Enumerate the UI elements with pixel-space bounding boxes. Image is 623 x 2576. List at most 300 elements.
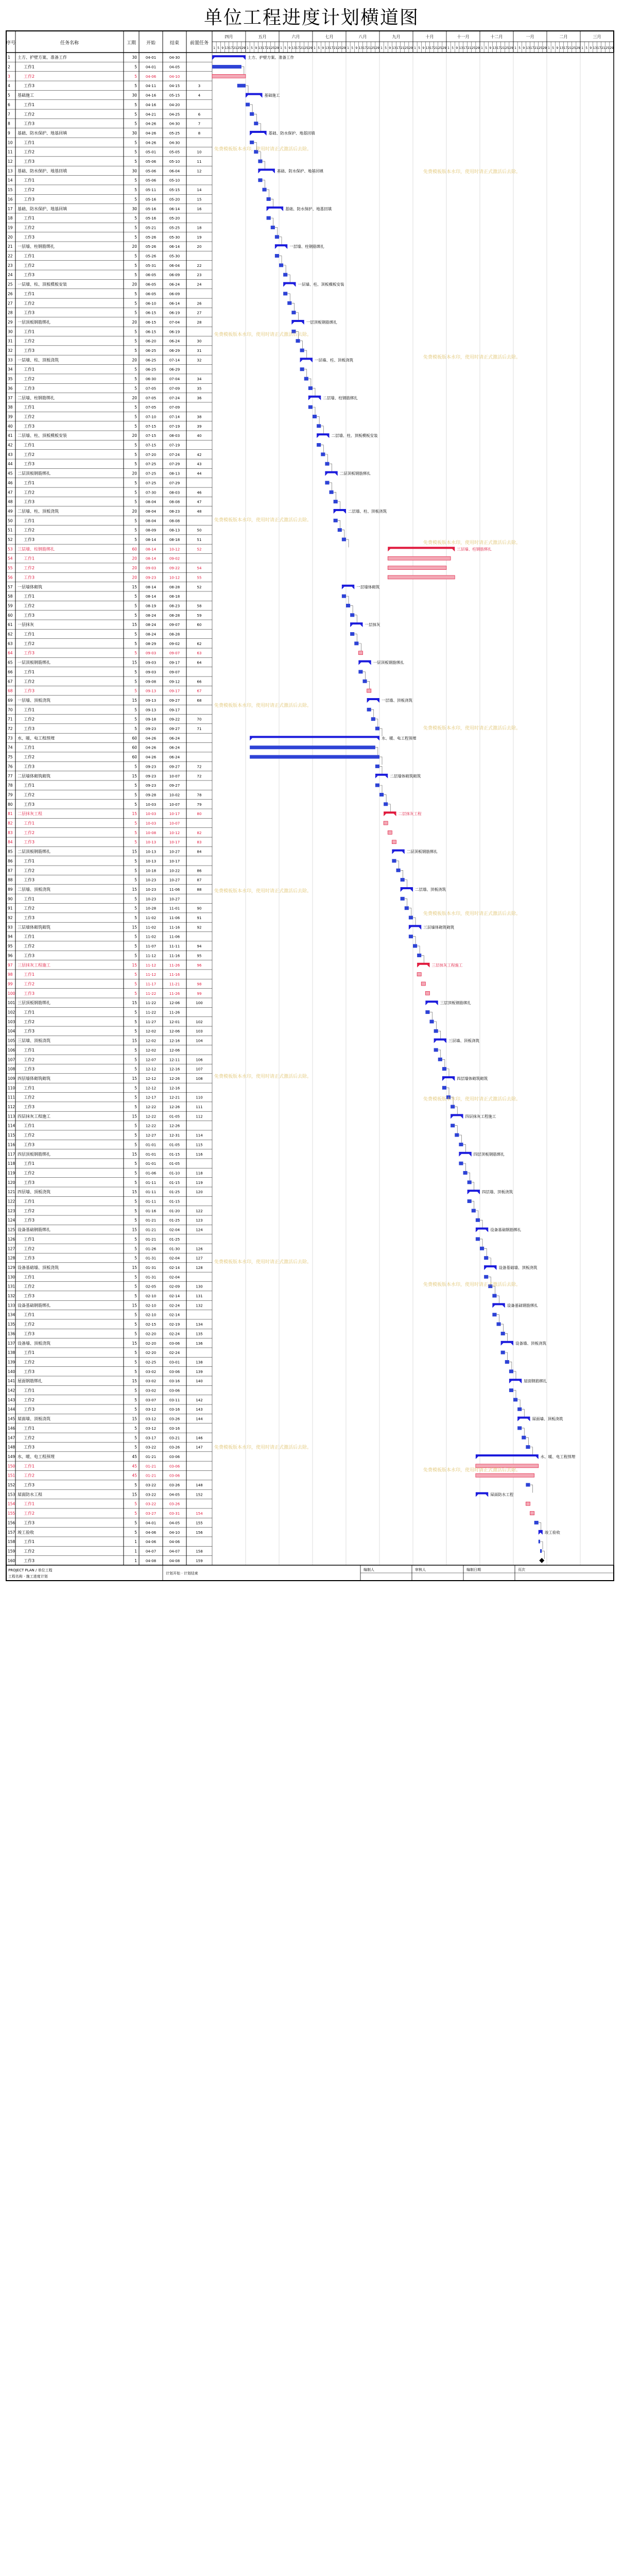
dependency-link — [263, 180, 265, 188]
summary-cap-right — [385, 776, 388, 778]
task-start: 09-23 — [145, 784, 157, 788]
task-pred: 88 — [197, 887, 202, 892]
task-id: 98 — [8, 972, 13, 977]
task-id: 92 — [8, 916, 13, 921]
task-name: 土方、护壁方案、准备工作 — [18, 55, 67, 60]
task-start: 07-20 — [145, 452, 157, 457]
task-duration: 30 — [132, 168, 137, 174]
bar-label: 二层墙、柱、顶板模板安装 — [331, 433, 378, 438]
task-finish: 05-10 — [169, 160, 180, 164]
month-label: 二月 — [559, 35, 568, 39]
task-duration: 15 — [132, 811, 137, 817]
task-duration: 5 — [134, 726, 137, 732]
bar-label: 一层墙体砌筑 — [356, 584, 380, 589]
task-id: 13 — [8, 168, 13, 174]
task-finish: 04-05 — [169, 1493, 180, 1497]
task-start: 07-05 — [145, 386, 157, 391]
dependency-link — [330, 483, 332, 490]
dependency-link — [283, 265, 286, 273]
task-start: 05-11 — [145, 188, 157, 193]
dependency-link — [421, 955, 424, 963]
month-label: 八月 — [358, 35, 367, 39]
task-pred: 11 — [197, 160, 202, 164]
critical-task-bar — [367, 689, 371, 692]
dependency-link — [271, 218, 273, 226]
header-start: 开始 — [146, 41, 156, 46]
task-pred: 46 — [197, 490, 202, 495]
task-pred: 114 — [196, 1133, 203, 1138]
summary-cap-right — [243, 57, 246, 60]
unit-label: 29 — [275, 46, 279, 50]
task-bar — [342, 595, 346, 598]
task-finish: 12-26 — [169, 1124, 180, 1128]
task-start: 07-15 — [145, 424, 157, 429]
task-pred: 79 — [197, 802, 202, 807]
task-start: 04-26 — [145, 141, 157, 145]
unit-label: 5 — [251, 46, 253, 50]
task-duration: 45 — [132, 1473, 137, 1478]
critical-task-bar — [212, 74, 246, 78]
task-bar — [279, 263, 283, 267]
task-start: 04-26 — [145, 122, 157, 126]
task-id: 15 — [8, 188, 13, 193]
task-bar — [367, 708, 371, 711]
task-id: 47 — [8, 490, 13, 495]
task-start: 11-07 — [145, 944, 157, 949]
task-finish: 06-04 — [169, 263, 180, 268]
task-start: 11-12 — [145, 963, 157, 968]
task-start: 09-23 — [145, 765, 157, 769]
task-bar — [451, 1124, 455, 1127]
task-id: 107 — [8, 1057, 15, 1062]
task-start: 01-16 — [145, 1209, 157, 1213]
summary-bar — [476, 1454, 539, 1456]
task-name: 工作2 — [24, 679, 35, 684]
task-name: 工作2 — [24, 641, 35, 646]
task-duration: 5 — [134, 1284, 137, 1289]
dependency-link — [438, 1031, 441, 1039]
task-finish: 10-17 — [169, 812, 180, 817]
task-bar — [463, 1171, 468, 1175]
summary-bar — [325, 471, 337, 473]
dependency-link — [513, 1391, 516, 1398]
bar-label: 一层顶板钢筋绑扎 — [306, 319, 337, 325]
task-pred: 104 — [196, 1039, 203, 1043]
task-start: 06-05 — [145, 282, 157, 287]
task-bar — [254, 122, 258, 125]
unit-label: 9 — [355, 46, 358, 50]
task-id: 58 — [8, 594, 13, 599]
task-duration: 5 — [134, 1530, 137, 1535]
task-id: 61 — [8, 622, 13, 628]
task-duration: 5 — [134, 802, 137, 807]
task-finish: 02-14 — [169, 1265, 180, 1270]
task-start: 12-07 — [145, 1058, 157, 1062]
task-start: 08-14 — [145, 538, 157, 543]
task-id: 87 — [8, 868, 13, 873]
task-name: 工作2 — [24, 1360, 35, 1365]
task-finish: 03-21 — [169, 1436, 180, 1440]
summary-bar — [484, 1265, 496, 1267]
task-bar — [405, 906, 409, 910]
task-id: 22 — [8, 253, 13, 259]
task-id: 68 — [8, 688, 13, 693]
task-name: 工作2 — [24, 1284, 35, 1289]
task-name: 工作2 — [24, 830, 35, 835]
task-start: 10-03 — [145, 802, 157, 807]
task-name: 工作3 — [24, 499, 35, 504]
task-id: 46 — [8, 480, 13, 485]
summary-cap-right — [335, 473, 338, 476]
task-duration: 60 — [132, 755, 137, 760]
task-id: 67 — [8, 679, 13, 684]
task-start: 08-09 — [145, 528, 157, 533]
task-duration: 5 — [134, 140, 137, 145]
dependency-link — [379, 766, 382, 774]
task-start: 09-13 — [145, 708, 157, 713]
task-duration: 5 — [134, 1105, 137, 1110]
task-pred: 24 — [197, 282, 202, 287]
task-bar — [430, 1020, 434, 1023]
task-pred: 6 — [198, 112, 201, 117]
task-finish: 10-22 — [169, 869, 180, 873]
task-start: 04-06 — [145, 1540, 157, 1545]
task-finish: 04-20 — [169, 103, 180, 107]
bar-label: 一层墙、柱、顶板模板安装 — [298, 282, 344, 287]
task-pred: 55 — [197, 575, 202, 580]
task-duration: 5 — [134, 651, 137, 656]
task-name: 工作2 — [24, 301, 35, 306]
critical-task-bar — [388, 575, 455, 579]
task-finish: 01-05 — [169, 1114, 180, 1119]
task-id: 6 — [8, 102, 10, 107]
task-pred: 120 — [196, 1190, 203, 1195]
dependency-link — [304, 369, 307, 377]
task-id: 16 — [8, 197, 13, 202]
task-start: 02-15 — [145, 1323, 157, 1327]
summary-cap-left — [501, 1343, 504, 1346]
task-name: 四层墙体砌筑砌筑 — [18, 1076, 50, 1081]
task-name: 工作1 — [24, 1047, 35, 1053]
task-id: 142 — [8, 1388, 15, 1393]
task-id: 88 — [8, 877, 13, 883]
task-finish: 02-24 — [169, 1332, 180, 1336]
summary-bar — [342, 585, 354, 587]
task-finish: 06-24 — [169, 745, 180, 750]
bar-label: 屋面墙、顶板浇筑 — [532, 1416, 563, 1421]
watermark-text: 免费模板版本水印，使用时请正式激活后去除。 — [423, 540, 521, 546]
task-name: 工作3 — [24, 764, 35, 769]
task-finish: 08-03 — [169, 434, 180, 438]
task-name: 工作3 — [24, 1483, 35, 1488]
task-finish: 03-06 — [169, 1473, 180, 1478]
task-id: 1 — [8, 55, 10, 60]
task-bar — [401, 878, 405, 882]
task-start: 04-01 — [145, 1521, 157, 1526]
task-id: 26 — [8, 291, 13, 296]
task-duration: 5 — [134, 707, 137, 713]
task-id: 12 — [8, 159, 13, 164]
unit-label: 21 — [266, 46, 271, 50]
task-finish: 05-25 — [169, 226, 180, 230]
unit-label: 13 — [559, 46, 564, 50]
task-bar — [472, 1209, 476, 1212]
summary-bar — [388, 547, 455, 549]
task-pred: 27 — [197, 311, 202, 315]
task-duration: 5 — [134, 443, 137, 448]
task-bar — [375, 784, 379, 787]
task-name: 工作1 — [24, 1464, 35, 1469]
task-duration: 60 — [132, 745, 137, 750]
task-start: 06-25 — [145, 358, 157, 363]
dependency-link — [384, 794, 386, 802]
bar-label: 三层顶板钢筋绑扎 — [440, 1001, 471, 1006]
task-start: 09-03 — [145, 566, 157, 571]
summary-cap-right — [444, 1041, 446, 1043]
task-duration: 60 — [132, 547, 137, 552]
task-name: 基础施工 — [18, 93, 34, 98]
task-finish: 07-09 — [169, 386, 180, 391]
task-id: 89 — [8, 887, 13, 892]
task-start: 03-22 — [145, 1502, 157, 1506]
task-id: 158 — [8, 1539, 15, 1545]
task-duration: 5 — [134, 348, 137, 353]
task-bar — [392, 859, 396, 862]
task-name: 工作2 — [24, 792, 35, 798]
task-duration: 5 — [134, 121, 137, 126]
task-finish: 07-09 — [169, 405, 180, 410]
summary-bar — [434, 1039, 446, 1041]
task-bar — [275, 235, 279, 239]
task-duration: 5 — [134, 1218, 137, 1223]
task-finish: 04-10 — [169, 74, 180, 79]
task-duration: 30 — [132, 130, 137, 135]
unit-label: 9 — [590, 46, 592, 50]
task-name: 基础、防水保护、地基回填 — [18, 130, 67, 135]
task-duration: 5 — [134, 603, 137, 608]
task-id: 156 — [8, 1520, 15, 1526]
task-pred: 52 — [197, 585, 202, 589]
footer-cell-label: 编制人 — [364, 1568, 374, 1572]
footer-cell-label: 审核人 — [415, 1568, 426, 1572]
task-bar — [313, 415, 317, 418]
task-id: 111 — [8, 1095, 15, 1100]
task-duration: 5 — [134, 159, 137, 164]
task-start: 12-27 — [145, 1133, 157, 1138]
unit-label: 1 — [481, 46, 483, 50]
task-id: 99 — [8, 981, 13, 987]
task-name: 工作3 — [24, 423, 35, 429]
task-finish: 12-26 — [169, 1105, 180, 1110]
task-id: 106 — [8, 1047, 15, 1053]
watermark-text: 免费模板版本水印，使用时请正式激活后去除。 — [214, 147, 312, 152]
month-label: 十一月 — [457, 35, 470, 39]
unit-label: 29 — [543, 46, 547, 50]
task-name: 工作2 — [24, 414, 35, 419]
task-duration: 5 — [134, 868, 137, 873]
task-duration: 30 — [132, 93, 137, 98]
task-id: 66 — [8, 669, 13, 674]
unit-label: 17 — [362, 46, 367, 50]
summary-cap-right — [318, 398, 321, 400]
task-name: 二层墙体砌筑砌筑 — [18, 773, 50, 778]
task-pred: 62 — [197, 641, 202, 646]
task-name: 工作2 — [24, 1246, 35, 1251]
task-start: 01-01 — [145, 1162, 157, 1166]
unit-label: 1 — [581, 46, 583, 50]
bar-label: 四层墙体砌筑砌筑 — [457, 1076, 488, 1081]
task-start: 06-30 — [145, 377, 157, 382]
task-finish: 02-19 — [169, 1323, 180, 1327]
month-label: 十二月 — [490, 35, 503, 39]
task-pred: 68 — [197, 698, 202, 703]
dependency-link — [379, 757, 382, 765]
dependency-link — [463, 1163, 466, 1171]
task-finish: 09-27 — [169, 765, 180, 769]
task-bar — [363, 680, 367, 683]
task-name: 工作2 — [24, 528, 35, 533]
task-bar — [417, 954, 421, 957]
task-name: 二层抹灰工程 — [18, 811, 42, 817]
unit-label: 9 — [288, 46, 291, 50]
task-name: 工作3 — [24, 1445, 35, 1450]
task-finish: 09-22 — [169, 717, 180, 722]
task-id: 53 — [8, 547, 13, 552]
dependency-link — [354, 615, 357, 623]
task-start: 12-02 — [145, 1029, 157, 1034]
summary-cap-left — [258, 171, 261, 173]
task-start: 01-21 — [145, 1454, 157, 1459]
task-pred: 38 — [197, 415, 202, 419]
task-pred: 134 — [196, 1323, 203, 1327]
summary-cap-left — [401, 889, 403, 892]
summary-cap-left — [358, 663, 361, 665]
task-name: 工作1 — [24, 556, 35, 561]
unit-label: 21 — [567, 46, 572, 50]
task-name: 工作3 — [24, 1218, 35, 1223]
summary-cap-left — [492, 1305, 495, 1308]
summary-cap-right — [369, 663, 371, 665]
task-name: 工作1 — [24, 216, 35, 221]
unit-label: 29 — [308, 46, 313, 50]
critical-task-bar — [425, 991, 429, 995]
unit-label: 21 — [500, 46, 505, 50]
task-bar — [526, 1445, 530, 1449]
task-pred: 135 — [196, 1332, 203, 1336]
task-bar — [540, 1549, 542, 1553]
task-finish: 10-07 — [169, 821, 180, 826]
summary-bar — [308, 396, 321, 398]
task-duration: 1 — [134, 1549, 137, 1554]
task-id: 116 — [8, 1142, 15, 1147]
bar-label: 一层墙、柱钢筋绑扎 — [289, 244, 324, 249]
task-start: 05-26 — [145, 235, 157, 240]
task-duration: 20 — [132, 433, 137, 438]
task-pred: 8 — [198, 131, 201, 135]
task-id: 109 — [8, 1076, 15, 1081]
critical-task-bar — [476, 1464, 539, 1468]
summary-cap-left — [291, 322, 294, 325]
summary-cap-right — [377, 738, 379, 740]
task-id: 94 — [8, 934, 13, 939]
task-duration: 5 — [134, 1180, 137, 1185]
task-id: 124 — [8, 1218, 15, 1223]
task-start: 09-13 — [145, 689, 157, 693]
task-finish: 11-16 — [169, 973, 180, 977]
task-bar — [334, 519, 338, 522]
task-start: 02-20 — [145, 1332, 157, 1336]
task-pred: 19 — [197, 235, 202, 240]
unit-label: 29 — [442, 46, 446, 50]
unit-label: 21 — [333, 46, 338, 50]
task-name: 工作2 — [24, 149, 35, 155]
task-duration: 5 — [134, 1435, 137, 1440]
watermark-text: 免费模板版本水印，使用时请正式激活后去除。 — [423, 1468, 521, 1473]
task-pred: 146 — [196, 1436, 203, 1440]
task-pred: 156 — [196, 1530, 203, 1535]
task-pred: 94 — [197, 944, 202, 949]
task-id: 69 — [8, 698, 13, 703]
task-duration: 15 — [132, 1492, 137, 1497]
dependency-link — [263, 161, 265, 169]
task-id: 29 — [8, 319, 13, 325]
task-name: 工作2 — [24, 717, 35, 722]
task-start: 12-02 — [145, 1048, 157, 1053]
unit-label: 25 — [237, 46, 241, 50]
task-finish: 10-27 — [169, 897, 180, 902]
task-duration: 5 — [134, 934, 137, 939]
task-name: 工作2 — [24, 1322, 35, 1327]
task-id: 137 — [8, 1341, 15, 1346]
task-name: 工作1 — [24, 480, 35, 485]
bar-label: 四层顶板钢筋绑扎 — [473, 1151, 505, 1157]
task-bar — [480, 1247, 484, 1250]
dependency-link — [287, 294, 290, 301]
task-pred: 15 — [197, 197, 202, 202]
task-bar — [484, 1275, 488, 1279]
task-start: 11-12 — [145, 954, 157, 958]
task-id: 44 — [8, 462, 13, 467]
dependency-link — [375, 719, 378, 727]
task-duration: 5 — [134, 112, 137, 117]
unit-label: 5 — [318, 46, 320, 50]
task-name: 工作1 — [24, 405, 35, 410]
unit-label: 21 — [400, 46, 405, 50]
task-duration: 45 — [132, 1454, 137, 1459]
task-pred: 158 — [196, 1549, 203, 1554]
task-duration: 15 — [132, 1190, 137, 1195]
task-pred: 64 — [197, 660, 202, 665]
task-start: 01-01 — [145, 1152, 157, 1157]
task-duration: 5 — [134, 83, 137, 89]
summary-cap-left — [388, 549, 390, 551]
task-bar — [497, 1323, 501, 1326]
unit-label: 5 — [284, 46, 287, 50]
task-finish: 12-26 — [169, 1076, 180, 1081]
task-id: 24 — [8, 273, 13, 278]
task-finish: 08-23 — [169, 604, 180, 608]
task-bar — [246, 103, 250, 106]
summary-bar — [476, 1492, 488, 1494]
task-finish: 04-30 — [169, 122, 180, 126]
task-id: 144 — [8, 1407, 15, 1412]
task-pred: 32 — [197, 358, 202, 363]
task-pred: 143 — [196, 1408, 203, 1412]
task-pred: 67 — [197, 689, 202, 693]
task-pred: 16 — [197, 207, 202, 211]
task-duration: 5 — [134, 462, 137, 467]
task-id: 19 — [8, 225, 13, 230]
